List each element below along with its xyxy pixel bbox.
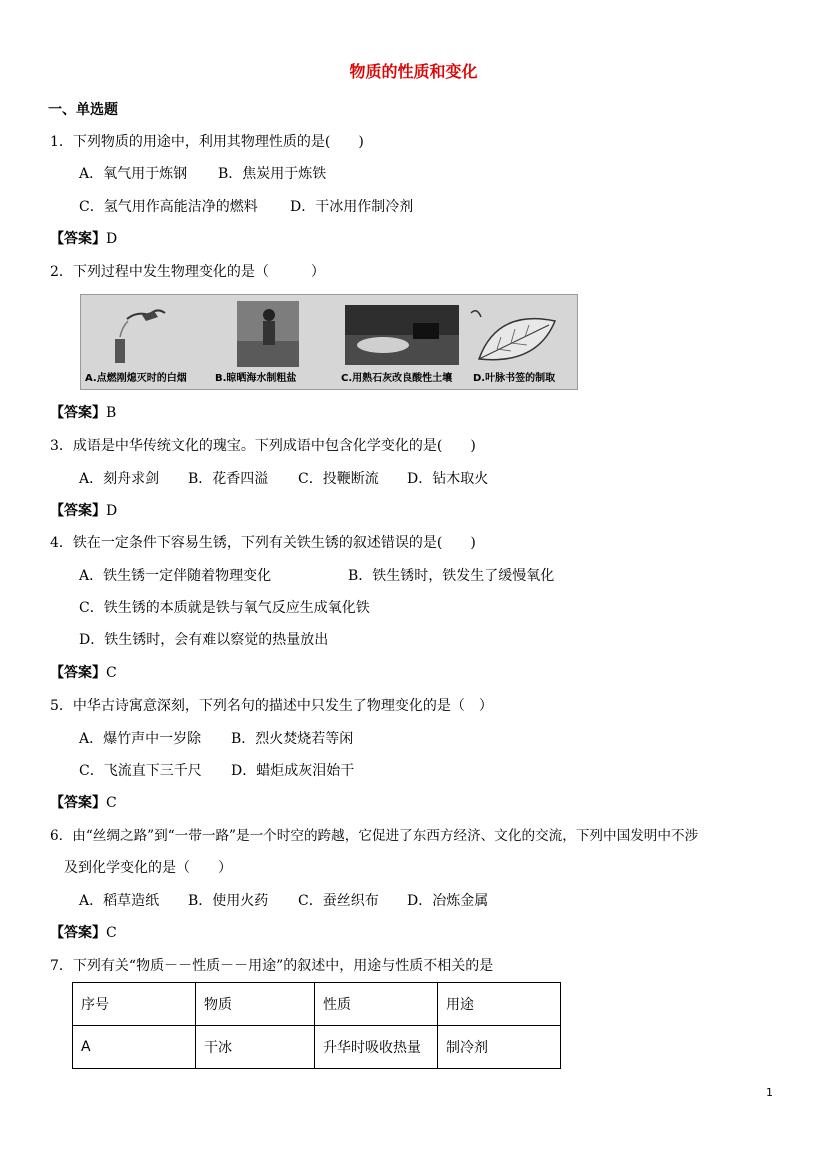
question-1-answer xyxy=(50,229,117,249)
question-2-stem: 2．下列过程中发生物理变化的是（ ） xyxy=(50,264,325,280)
question-7-stem: 7．下列有关“物质－－性质－－用途”的叙述中，用途与性质不相关的是 xyxy=(50,958,494,974)
question-3-option-b: B．花香四溢 xyxy=(188,471,269,487)
answer-label: 【答案】 xyxy=(50,665,106,681)
question-7-table xyxy=(72,982,561,1069)
table-header-cell: 性质 xyxy=(315,983,438,1026)
answer-label: 【答案】 xyxy=(50,405,106,421)
question-1-option-a: A．氧气用于炼钢 xyxy=(79,166,188,182)
table-header-cell: 序号 xyxy=(73,983,196,1026)
answer-label: 【答案】 xyxy=(50,231,106,247)
table-header-row xyxy=(73,983,561,1026)
table-cell: 干冰 xyxy=(196,1026,315,1069)
answer-value: B xyxy=(106,405,117,421)
caption-d: D.叶脉书签的制取 xyxy=(473,373,556,384)
lime-soil-photo xyxy=(343,301,461,367)
question-2-answer xyxy=(50,403,116,423)
answer-value: C xyxy=(106,795,117,811)
table-header-cell: 用途 xyxy=(438,983,561,1026)
page-number: 1 xyxy=(766,1086,773,1099)
page-title: 物质的性质和变化 xyxy=(349,62,478,81)
question-3-option-d: D．钻木取火 xyxy=(407,471,489,487)
question-5-stem: 5．中华古诗寓意深刻，下列名句的描述中只发生了物理变化的是（ ） xyxy=(50,698,493,714)
question-6-stem-line-2: 及到化学变化的是（ ） xyxy=(64,860,232,876)
section-heading: 一、单选题 xyxy=(48,102,118,118)
caption-a: A.点燃刚熄灭时的白烟 xyxy=(85,373,187,384)
answer-value: D xyxy=(106,503,118,519)
leaf-bookmark-illustration xyxy=(467,301,571,367)
table-row xyxy=(73,1026,561,1069)
question-5-option-a: A．爆竹声中一岁除 xyxy=(79,731,202,747)
question-6-answer xyxy=(50,923,117,943)
question-1-option-d: D．干冰用作制冷剂 xyxy=(290,199,414,215)
question-4-option-d: D．铁生锈时，会有难以察觉的热量放出 xyxy=(79,632,329,648)
question-1-stem: 1．下列物质的用途中，利用其物理性质的是( ) xyxy=(50,134,364,150)
question-4-option-c: C．铁生锈的本质就是铁与氧气反应生成氧化铁 xyxy=(79,600,370,616)
question-5-answer xyxy=(50,793,117,813)
question-6-stem-line-1: 6．由“丝绸之路”到“一带一路”是一个时空的跨越，它促进了东西方经济、文化的交流，下列中国发明中不涉 xyxy=(50,828,699,844)
table-cell: A xyxy=(73,1026,196,1069)
question-6-option-c: C．蚕丝织布 xyxy=(298,893,379,909)
table-header-cell: 物质 xyxy=(196,983,315,1026)
question-3-answer xyxy=(50,501,117,521)
question-6-option-b: B．使用火药 xyxy=(188,893,269,909)
caption-b: B.晾晒海水制粗盐 xyxy=(215,373,297,384)
question-5-option-d: D．蜡炬成灰泪始干 xyxy=(231,763,355,779)
answer-label: 【答案】 xyxy=(50,503,106,519)
caption-c: C.用熟石灰改良酸性土壤 xyxy=(341,373,453,384)
question-3-stem: 3．成语是中华传统文化的瑰宝。下列成语中包含化学变化的是( ) xyxy=(50,438,476,454)
question-1-option-b: B．焦炭用于炼铁 xyxy=(218,166,327,182)
question-4-option-a: A．铁生锈一定伴随着物理变化 xyxy=(79,568,272,584)
question-4-answer xyxy=(50,663,117,683)
question-3-option-a: A．刻舟求剑 xyxy=(79,471,160,487)
question-6-option-a: A．稻草造纸 xyxy=(79,893,160,909)
answer-value: C xyxy=(106,665,117,681)
question-4-option-b: B．铁生锈时，铁发生了缓慢氧化 xyxy=(348,568,555,584)
question-6-option-d: D．冶炼金属 xyxy=(407,893,489,909)
table-cell: 制冷剂 xyxy=(438,1026,561,1069)
question-4-stem: 4．铁在一定条件下容易生锈，下列有关铁生锈的叙述错误的是( ) xyxy=(50,535,476,551)
match-candle-illustration xyxy=(87,301,199,367)
salt-drying-photo xyxy=(213,301,323,367)
answer-label: 【答案】 xyxy=(50,925,106,941)
table-cell: 升华时吸收热量 xyxy=(315,1026,438,1069)
question-1-option-c: C．氢气用作高能洁净的燃料 xyxy=(79,199,258,215)
question-5-option-b: B．烈火焚烧若等闲 xyxy=(231,731,354,747)
answer-label: 【答案】 xyxy=(50,795,106,811)
answer-value: D xyxy=(106,231,118,247)
answer-value: C xyxy=(106,925,117,941)
question-2-figure xyxy=(80,294,578,390)
question-5-option-c: C．飞流直下三千尺 xyxy=(79,763,202,779)
question-3-option-c: C．投鞭断流 xyxy=(298,471,379,487)
